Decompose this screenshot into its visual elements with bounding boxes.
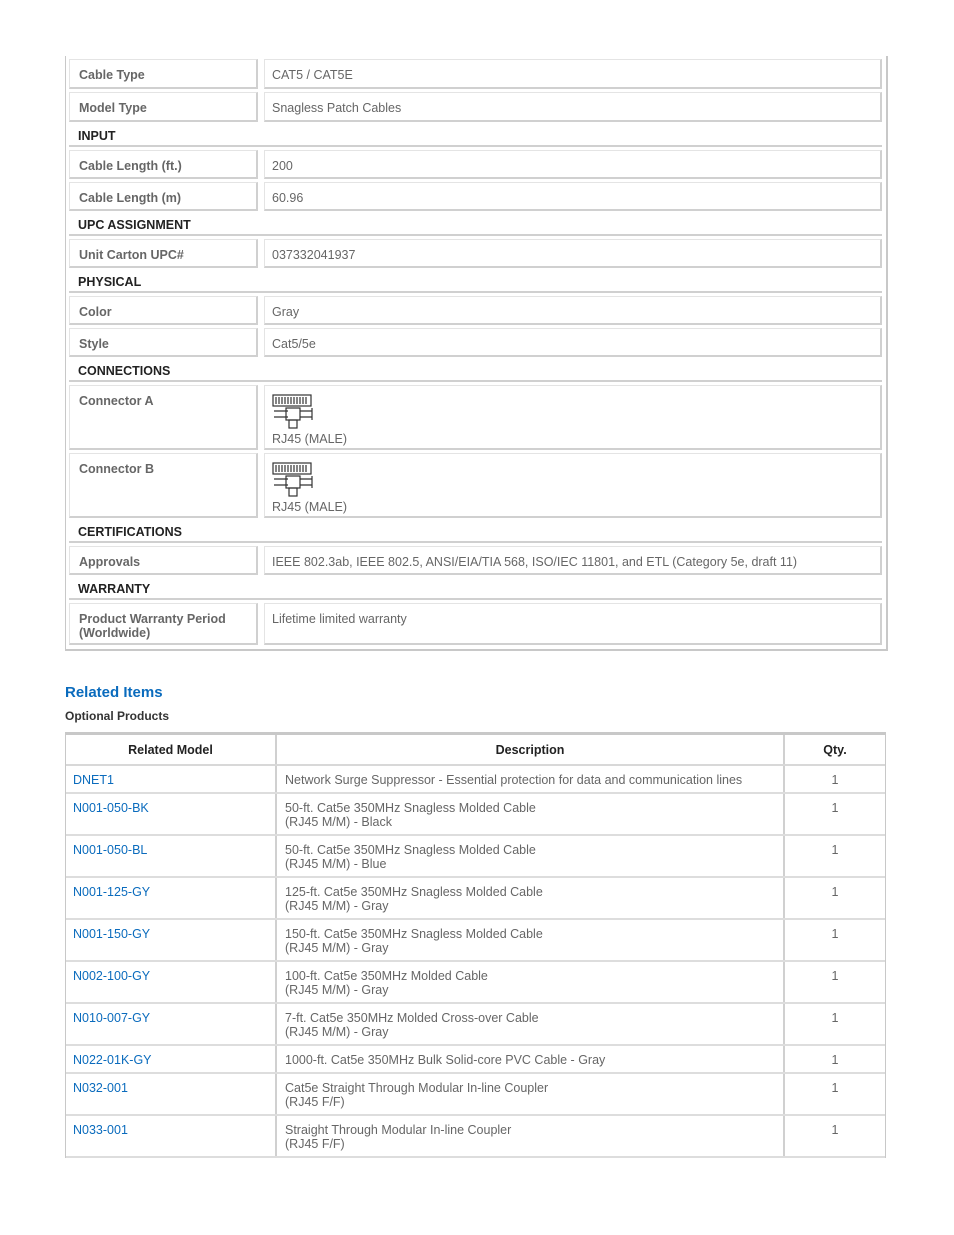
spec-label: Unit Carton UPC# (69, 239, 258, 268)
spec-label: Connector A (69, 385, 258, 450)
spec-label: Style (69, 328, 258, 357)
description-line: Cat5e Straight Through Modular In-line Coupler (285, 1081, 549, 1095)
column-header-related-model: Related Model (66, 735, 277, 764)
description-line: (RJ45 M/M) - Black (285, 815, 392, 829)
qty-cell: 1 (831, 1053, 839, 1067)
spec-value: 200 (264, 150, 882, 179)
spec-value (264, 453, 882, 518)
description-cell (277, 1004, 785, 1044)
qty-cell: 1 (831, 1081, 839, 1095)
section-heading-connections: CONNECTIONS (69, 360, 882, 382)
description-line: (RJ45 M/M) - Gray (285, 941, 389, 955)
description-cell (277, 836, 785, 876)
spec-label: Model Type (69, 92, 258, 122)
spec-value: 60.96 (264, 182, 882, 211)
table-row (66, 1074, 885, 1116)
related-items-title: Related Items (65, 684, 163, 701)
qty-cell: 1 (831, 801, 839, 815)
description-cell (277, 1074, 785, 1114)
description-line: 125-ft. Cat5e 350MHz Snagless Molded Cable (285, 885, 543, 899)
description-line: 150-ft. Cat5e 350MHz Snagless Molded Cable (285, 927, 543, 941)
description-cell (277, 962, 785, 1002)
spec-row-cable-length-m (66, 182, 886, 211)
spec-value: CAT5 / CAT5E (264, 59, 882, 89)
description-line: Straight Through Modular In-line Coupler (285, 1123, 512, 1137)
description-line: Network Surge Suppressor - Essential protection for data and communication lines (285, 773, 743, 787)
spec-label: Color (69, 296, 258, 325)
spec-label: Cable Length (m) (69, 182, 258, 211)
table-row (66, 1004, 885, 1046)
table-row (66, 962, 885, 1004)
model-link[interactable]: N001-125-GY (73, 885, 151, 899)
description-cell (277, 920, 785, 960)
model-link[interactable]: N001-150-GY (73, 927, 151, 941)
description-line: (RJ45 M/M) - Gray (285, 1025, 389, 1039)
description-line: (RJ45 M/M) - Blue (285, 857, 387, 871)
description-cell (277, 1046, 785, 1072)
table-row (66, 836, 885, 878)
qty-cell: 1 (831, 1123, 839, 1137)
table-header (66, 735, 885, 766)
description-cell (277, 794, 785, 834)
qty-cell: 1 (831, 927, 839, 941)
model-link[interactable]: N002-100-GY (73, 969, 151, 983)
spec-label: Cable Type (69, 59, 258, 89)
optional-products-subtitle: Optional Products (65, 709, 170, 723)
model-link[interactable]: N001-050-BL (73, 843, 148, 857)
model-link[interactable]: N010-007-GY (73, 1011, 151, 1025)
spec-row-warranty-period (66, 603, 886, 645)
section-heading-warranty: WARRANTY (69, 578, 882, 600)
column-header-qty: Qty. (823, 743, 847, 757)
spec-value: IEEE 802.3ab, IEEE 802.5, ANSI/EIA/TIA 568, ISO/IEC 11801, and ETL (Category 5e, draft 11) (264, 546, 882, 575)
description-line: 50-ft. Cat5e 350MHz Snagless Molded Cable (285, 801, 536, 815)
spec-row-cable-length-ft (66, 150, 886, 179)
spec-row-model-type (66, 92, 886, 122)
table-row (66, 794, 885, 836)
section-heading-certifications: CERTIFICATIONS (69, 521, 882, 543)
table-row (66, 878, 885, 920)
description-cell (277, 1116, 785, 1156)
qty-cell: 1 (831, 969, 839, 983)
spec-row-approvals (66, 546, 886, 575)
spec-row-style (66, 328, 886, 357)
model-link[interactable]: N033-001 (73, 1123, 128, 1137)
description-line: (RJ45 M/M) - Gray (285, 899, 389, 913)
spec-row-unit-carton-upc (66, 239, 886, 268)
model-link[interactable]: DNET1 (73, 773, 114, 787)
specifications-table (65, 56, 888, 651)
section-heading-physical: PHYSICAL (69, 271, 882, 293)
spec-value: 037332041937 (264, 239, 882, 268)
spec-row-cable-type (66, 59, 886, 89)
column-header-description: Description (277, 735, 785, 764)
description-line: (RJ45 F/F) (285, 1137, 345, 1151)
section-heading-input: INPUT (69, 125, 882, 147)
section-heading-upc: UPC ASSIGNMENT (69, 214, 882, 236)
table-row (66, 920, 885, 962)
description-line: (RJ45 F/F) (285, 1095, 345, 1109)
description-line: (RJ45 M/M) - Gray (285, 983, 389, 997)
rj45-jack-icon (272, 462, 314, 498)
description-line: 7-ft. Cat5e 350MHz Molded Cross-over Cable (285, 1011, 539, 1025)
spec-row-connector-a (66, 385, 886, 450)
description-line: 50-ft. Cat5e 350MHz Snagless Molded Cable (285, 843, 536, 857)
spec-row-color (66, 296, 886, 325)
spec-label: Approvals (69, 546, 258, 575)
spec-value: Lifetime limited warranty (264, 603, 882, 645)
table-row (66, 766, 885, 794)
spec-label: Cable Length (ft.) (69, 150, 258, 179)
connector-label: RJ45 (MALE) (272, 500, 348, 514)
spec-row-connector-b (66, 453, 886, 518)
qty-cell: 1 (831, 1011, 839, 1025)
model-link[interactable]: N022-01K-GY (73, 1053, 152, 1067)
qty-cell: 1 (831, 885, 839, 899)
qty-cell: 1 (831, 843, 839, 857)
model-link[interactable]: N001-050-BK (73, 801, 149, 815)
related-products-table (65, 732, 886, 1158)
table-row (66, 1046, 885, 1074)
spec-value: Cat5/5e (264, 328, 882, 357)
spec-label: Product Warranty Period (Worldwide) (69, 603, 258, 645)
table-row (66, 1116, 885, 1158)
spec-label: Connector B (69, 453, 258, 518)
rj45-jack-icon (272, 394, 314, 430)
description-line: 100-ft. Cat5e 350MHz Molded Cable (285, 969, 488, 983)
connector-label: RJ45 (MALE) (272, 432, 348, 446)
model-link[interactable]: N032-001 (73, 1081, 128, 1095)
description-cell (277, 766, 785, 792)
spec-value (264, 385, 882, 450)
description-cell (277, 878, 785, 918)
spec-value: Gray (264, 296, 882, 325)
spec-value: Snagless Patch Cables (264, 92, 882, 122)
description-line: 1000-ft. Cat5e 350MHz Bulk Solid-core PVC Cable - Gray (285, 1053, 606, 1067)
qty-cell: 1 (831, 773, 839, 787)
